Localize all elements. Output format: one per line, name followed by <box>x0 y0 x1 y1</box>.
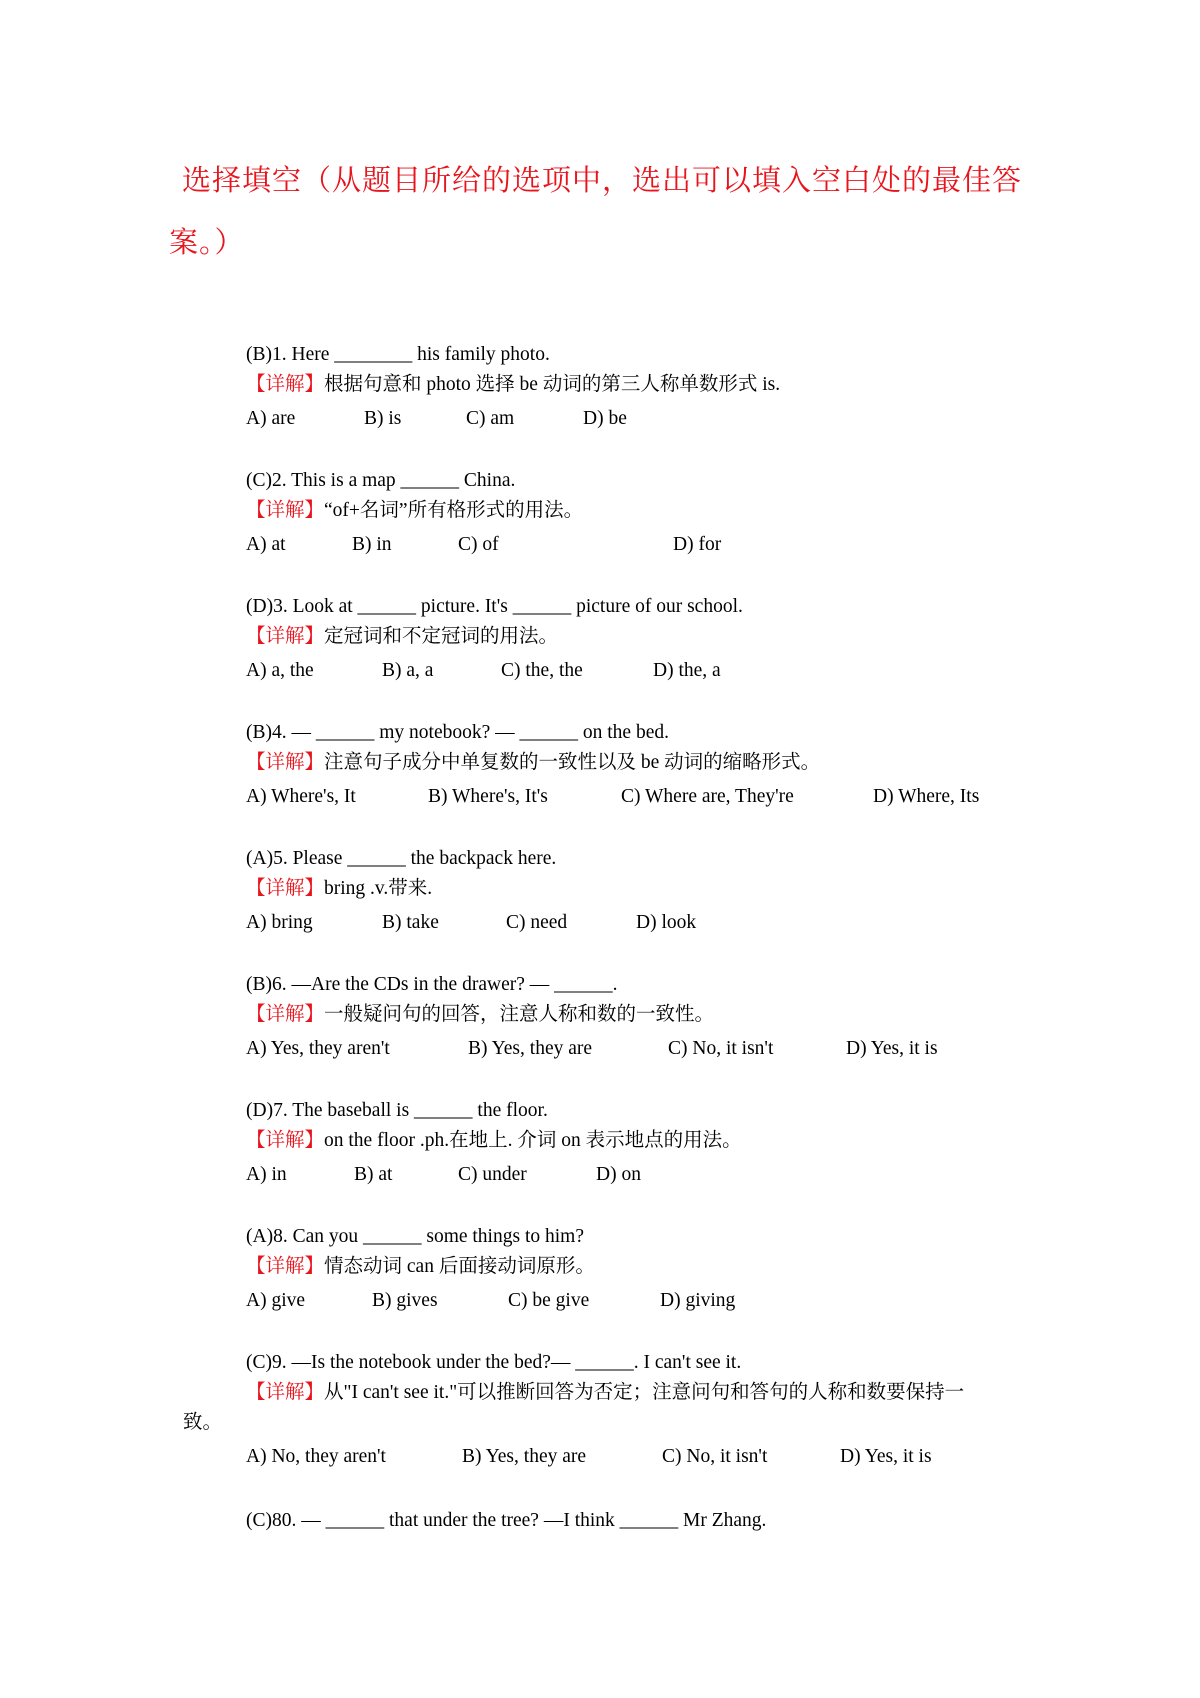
explanation-text: 定冠词和不定冠词的用法。 <box>324 626 559 647</box>
option-c: C) Where are, They're <box>621 786 794 807</box>
answer-options <box>246 906 1046 940</box>
explanation-tag: 【详解】 <box>246 1004 325 1025</box>
option-d: D) Yes, it is <box>840 1446 932 1467</box>
question-stem: (C)9. —Is the notebook under the bed?— ______. I can't see it. <box>246 1352 742 1373</box>
question-explanation <box>183 1378 1036 1438</box>
explanation-text: “of+名词”所有格形式的用法。 <box>324 500 584 521</box>
question-explanation <box>246 1252 1046 1282</box>
option-a: A) are <box>246 408 296 429</box>
option-b: B) in <box>352 534 392 555</box>
answer-options <box>246 1284 1046 1318</box>
explanation-tag: 【详解】 <box>246 878 325 899</box>
explanation-text: on the floor .ph.在地上. 介词 on 表示地点的用法。 <box>324 1130 742 1151</box>
option-a: A) a, the <box>246 660 314 681</box>
explanation-tag: 【详解】 <box>246 752 325 773</box>
explanation-text: bring .v.带来. <box>324 878 433 899</box>
option-d: D) the, a <box>653 660 721 681</box>
question-7 <box>246 1096 1046 1192</box>
option-a: A) No, they aren't <box>246 1446 386 1467</box>
question-stem: (C)80. — ______ that under the tree? —I think ______ Mr Zhang. <box>246 1510 767 1531</box>
option-b: B) Yes, they are <box>468 1038 593 1059</box>
option-b: B) at <box>354 1164 393 1185</box>
option-d: D) on <box>596 1164 641 1185</box>
question-stem: (D)3. Look at ______ picture. It's ______ picture of our school. <box>246 596 743 617</box>
explanation-text-continued: 致。 <box>183 1412 223 1433</box>
question-explanation <box>246 748 1046 778</box>
option-b: B) take <box>382 912 439 933</box>
explanation-text: 注意句子成分中单复数的一致性以及 be 动词的缩略形式。 <box>324 752 821 773</box>
answer-options <box>246 654 1046 688</box>
option-d: D) for <box>673 534 722 555</box>
option-a: A) Where's, It <box>246 786 356 807</box>
answer-options <box>246 780 1046 814</box>
question-explanation <box>246 1000 1046 1030</box>
explanation-text: 从"I can't see it."可以推断回答为否定；注意问句和答句的人称和数要保持一 <box>324 1382 965 1403</box>
option-d: D) Yes, it is <box>846 1038 938 1059</box>
question-stem: (B)6. —Are the CDs in the drawer? — ______. <box>246 974 618 995</box>
question-explanation <box>246 874 1046 904</box>
question-stem: (C)2. This is a map ______ China. <box>246 470 516 491</box>
option-d: D) Where, Its <box>873 786 980 807</box>
explanation-tag: 【详解】 <box>246 1382 325 1403</box>
explanation-tag: 【详解】 <box>246 500 325 521</box>
question-80 <box>246 1506 1046 1536</box>
question-stem: (B)4. — ______ my notebook? — ______ on the bed. <box>246 722 669 743</box>
explanation-text: 情态动词 can 后面接动词原形。 <box>324 1256 595 1277</box>
explanation-tag: 【详解】 <box>246 1256 325 1277</box>
option-a: A) at <box>246 534 286 555</box>
section-title-line-2: 案。） <box>169 227 245 259</box>
explanation-tag: 【详解】 <box>246 1130 325 1151</box>
question-stem: (D)7. The baseball is ______ the floor. <box>246 1100 548 1121</box>
question-stem: (A)5. Please ______ the backpack here. <box>246 848 557 869</box>
option-a: A) give <box>246 1290 306 1311</box>
question-explanation <box>246 1126 1046 1156</box>
question-6 <box>246 970 1046 1066</box>
option-b: B) Yes, they are <box>462 1446 587 1467</box>
section-title <box>169 150 1042 274</box>
option-c: C) be give <box>508 1290 590 1311</box>
option-c: C) am <box>466 408 515 429</box>
option-b: B) gives <box>372 1290 438 1311</box>
explanation-text: 根据句意和 photo 选择 be 动词的第三人称单数形式 is. <box>324 374 781 395</box>
question-8 <box>246 1222 1046 1318</box>
option-c: C) the, the <box>501 660 583 681</box>
option-c: C) of <box>458 534 499 555</box>
answer-options <box>246 1032 1046 1066</box>
explanation-tag: 【详解】 <box>246 374 325 395</box>
section-title-line-1: 选择填空（从题目所给的选项中，选出可以填入空白处的最佳答 <box>182 165 1023 197</box>
question-9 <box>183 1348 1046 1474</box>
question-3 <box>246 592 1046 688</box>
answer-options <box>246 402 1046 436</box>
question-1 <box>246 340 1046 436</box>
option-d: D) look <box>636 912 697 933</box>
question-explanation <box>246 496 1046 526</box>
question-stem: (A)8. Can you ______ some things to him? <box>246 1226 584 1247</box>
option-a: A) Yes, they aren't <box>246 1038 390 1059</box>
option-b: B) is <box>364 408 402 429</box>
question-explanation <box>246 622 1046 652</box>
option-d: D) giving <box>660 1290 736 1311</box>
question-explanation <box>246 370 1046 400</box>
option-b: B) Where's, It's <box>428 786 548 807</box>
option-b: B) a, a <box>382 660 434 681</box>
question-5 <box>246 844 1046 940</box>
option-c: C) No, it isn't <box>668 1038 774 1059</box>
answer-options <box>246 528 1046 562</box>
answer-options <box>246 1440 1046 1474</box>
option-c: C) No, it isn't <box>662 1446 768 1467</box>
option-c: C) under <box>458 1164 527 1185</box>
option-c: C) need <box>506 912 568 933</box>
explanation-text: 一般疑问句的回答，注意人称和数的一致性。 <box>324 1004 715 1025</box>
option-a: A) in <box>246 1164 287 1185</box>
explanation-tag: 【详解】 <box>246 626 325 647</box>
option-d: D) be <box>583 408 627 429</box>
option-a: A) bring <box>246 912 313 933</box>
question-2 <box>246 466 1046 562</box>
question-4 <box>246 718 1046 814</box>
question-stem: (B)1. Here ________ his family photo. <box>246 344 550 365</box>
answer-options <box>246 1158 1046 1192</box>
